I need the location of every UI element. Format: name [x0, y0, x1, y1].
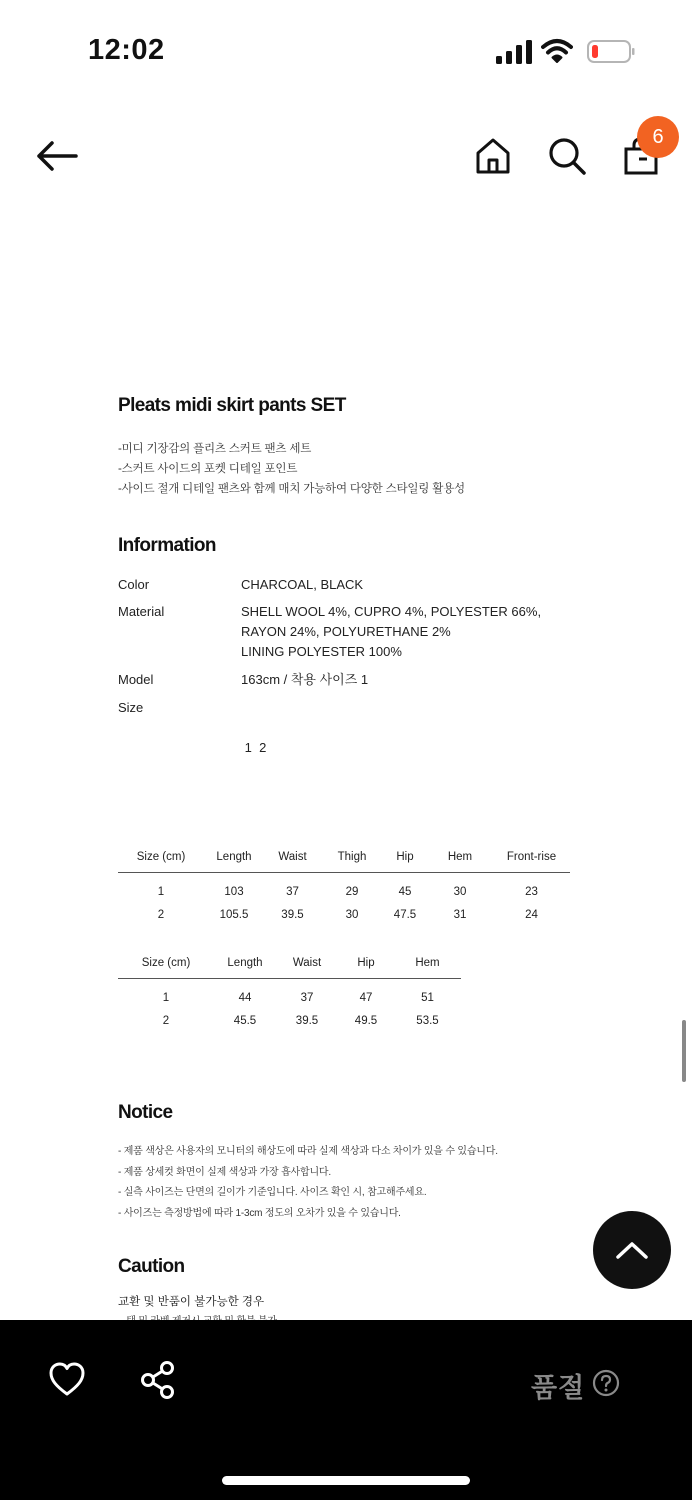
- share-icon[interactable]: [139, 1360, 177, 1400]
- table-header: Length: [204, 842, 264, 872]
- table-header-row: [118, 948, 461, 978]
- table-row: [118, 872, 570, 903]
- table-row: [118, 978, 461, 1009]
- question-mark-icon[interactable]: [592, 1369, 620, 1397]
- table-cell: 24: [525, 908, 538, 921]
- info-value: [241, 670, 598, 690]
- status-bar: [0, 0, 692, 100]
- notice-line: - 제품 상세컷 화면이 실제 색상과 가장 흡사합니다.: [118, 1166, 331, 1178]
- info-value-line: 163cm / 착용 사이즈 1: [241, 672, 369, 687]
- table-cell: 31: [453, 908, 467, 921]
- scrollbar[interactable]: [682, 1020, 686, 1082]
- table-header-row: [118, 842, 570, 872]
- table-cell: 23: [525, 885, 538, 898]
- heart-icon[interactable]: [48, 1361, 86, 1397]
- table-cell: 45: [398, 885, 412, 898]
- caution-subheading: 교환 및 반품이 불가능한 경우: [118, 1296, 265, 1308]
- info-value-line: RAYON 24%, POLYURETHANE 2%: [241, 624, 451, 639]
- description-line: -미디 기장감의 플리츠 스커트 팬츠 세트: [118, 443, 312, 455]
- table-row: [118, 903, 570, 926]
- information-heading: Information: [118, 535, 216, 556]
- table-cell: 2: [162, 1014, 170, 1027]
- table-cell: 1: [157, 885, 165, 898]
- table-cell: 37: [286, 885, 299, 898]
- product-title: Pleats midi skirt pants SET: [118, 395, 346, 416]
- table-header: Hem: [427, 842, 493, 872]
- product-detail-content: [118, 395, 598, 1394]
- wifi-icon: [541, 38, 573, 64]
- nav-bar: [0, 110, 692, 210]
- bottom-action-bar: [0, 1320, 692, 1500]
- table-cell: 49.5: [354, 1014, 378, 1027]
- info-value: [241, 698, 598, 798]
- search-icon[interactable]: [547, 136, 587, 176]
- info-row-color: [118, 575, 598, 595]
- table-header: Size (cm): [118, 842, 204, 872]
- table-header: Waist: [264, 842, 321, 872]
- table-header: Hip: [383, 842, 427, 872]
- table-header: Hem: [394, 948, 461, 978]
- table-header: Length: [214, 948, 276, 978]
- table-cell: 1: [162, 991, 170, 1004]
- table-cell: 51: [421, 991, 434, 1004]
- info-value-line: SHELL WOOL 4%, CUPRO 4%, POLYESTER 66%,: [241, 604, 542, 619]
- home-icon[interactable]: [474, 137, 512, 175]
- table-cell: 2: [157, 908, 165, 921]
- table-cell: 105.5: [219, 908, 249, 921]
- info-label: Size: [118, 700, 144, 715]
- notice-line: - 실측 사이즈는 단면의 길이가 기준입니다. 사이즈 확인 시, 참고해주세요.: [118, 1187, 427, 1198]
- notice-list: [118, 1142, 598, 1224]
- table-cell: 30: [453, 885, 467, 898]
- table-header: Waist: [276, 948, 338, 978]
- info-row-model: [118, 670, 598, 690]
- status-time: 12:02: [88, 34, 165, 66]
- table-cell: 47.5: [393, 908, 417, 921]
- notice-line: - 제품 색상은 사용자의 모니터의 해상도에 따라 실제 색상과 다소 차이가 있을 수 있습니다.: [118, 1146, 498, 1157]
- size-table-pants: [118, 842, 570, 926]
- table-cell: 47: [359, 991, 373, 1004]
- table-cell: 37: [300, 991, 314, 1004]
- table-header: Front-rise: [493, 842, 570, 872]
- table-header: Hip: [338, 948, 394, 978]
- sold-out-label: 품절: [531, 1373, 586, 1403]
- product-description: [118, 439, 598, 499]
- description-line: -사이드 절개 디테일 팬츠와 함께 매치 가능하여 다양한 스타일링 활용성: [118, 483, 465, 495]
- home-indicator[interactable]: [222, 1476, 470, 1485]
- info-value-line: LINING POLYESTER 100%: [241, 644, 402, 659]
- chevron-up-icon: [615, 1240, 649, 1260]
- table-header: Size (cm): [118, 948, 214, 978]
- info-value-line: 1 2: [241, 740, 267, 755]
- cart-count-badge: 6: [637, 116, 679, 158]
- notice-line: - 사이즈는 측정방법에 따라 1-3cm 정도의 오차가 있을 수 있습니다.: [118, 1207, 401, 1219]
- description-line: -스커트 사이드의 포켓 디테일 포인트: [118, 463, 298, 475]
- cellular-signal-icon: [496, 40, 532, 64]
- info-value: [241, 575, 598, 595]
- table-row: [118, 1009, 461, 1032]
- info-row-size: [118, 698, 598, 798]
- scroll-to-top-button[interactable]: [593, 1211, 671, 1289]
- back-arrow-icon[interactable]: [34, 138, 80, 174]
- table-cell: 53.5: [416, 1014, 439, 1027]
- info-label: Color: [118, 577, 150, 592]
- info-label: Material: [118, 604, 165, 619]
- caution-heading: Caution: [118, 1256, 185, 1277]
- info-value-line: CHARCOAL, BLACK: [241, 577, 364, 592]
- table-header: Thigh: [321, 842, 383, 872]
- size-table-skirt: [118, 948, 461, 1032]
- info-value: [241, 602, 598, 662]
- table-cell: 44: [238, 991, 252, 1004]
- table-cell: 29: [345, 885, 359, 898]
- table-cell: 39.5: [295, 1014, 319, 1027]
- table-cell: 30: [345, 908, 359, 921]
- table-cell: 45.5: [233, 1014, 257, 1027]
- table-cell: 39.5: [281, 908, 304, 921]
- information-list: [118, 575, 598, 798]
- info-label: Model: [118, 672, 154, 687]
- notice-heading: Notice: [118, 1102, 173, 1123]
- table-cell: 103: [224, 885, 244, 898]
- info-row-material: [118, 602, 598, 662]
- battery-icon: [587, 40, 635, 63]
